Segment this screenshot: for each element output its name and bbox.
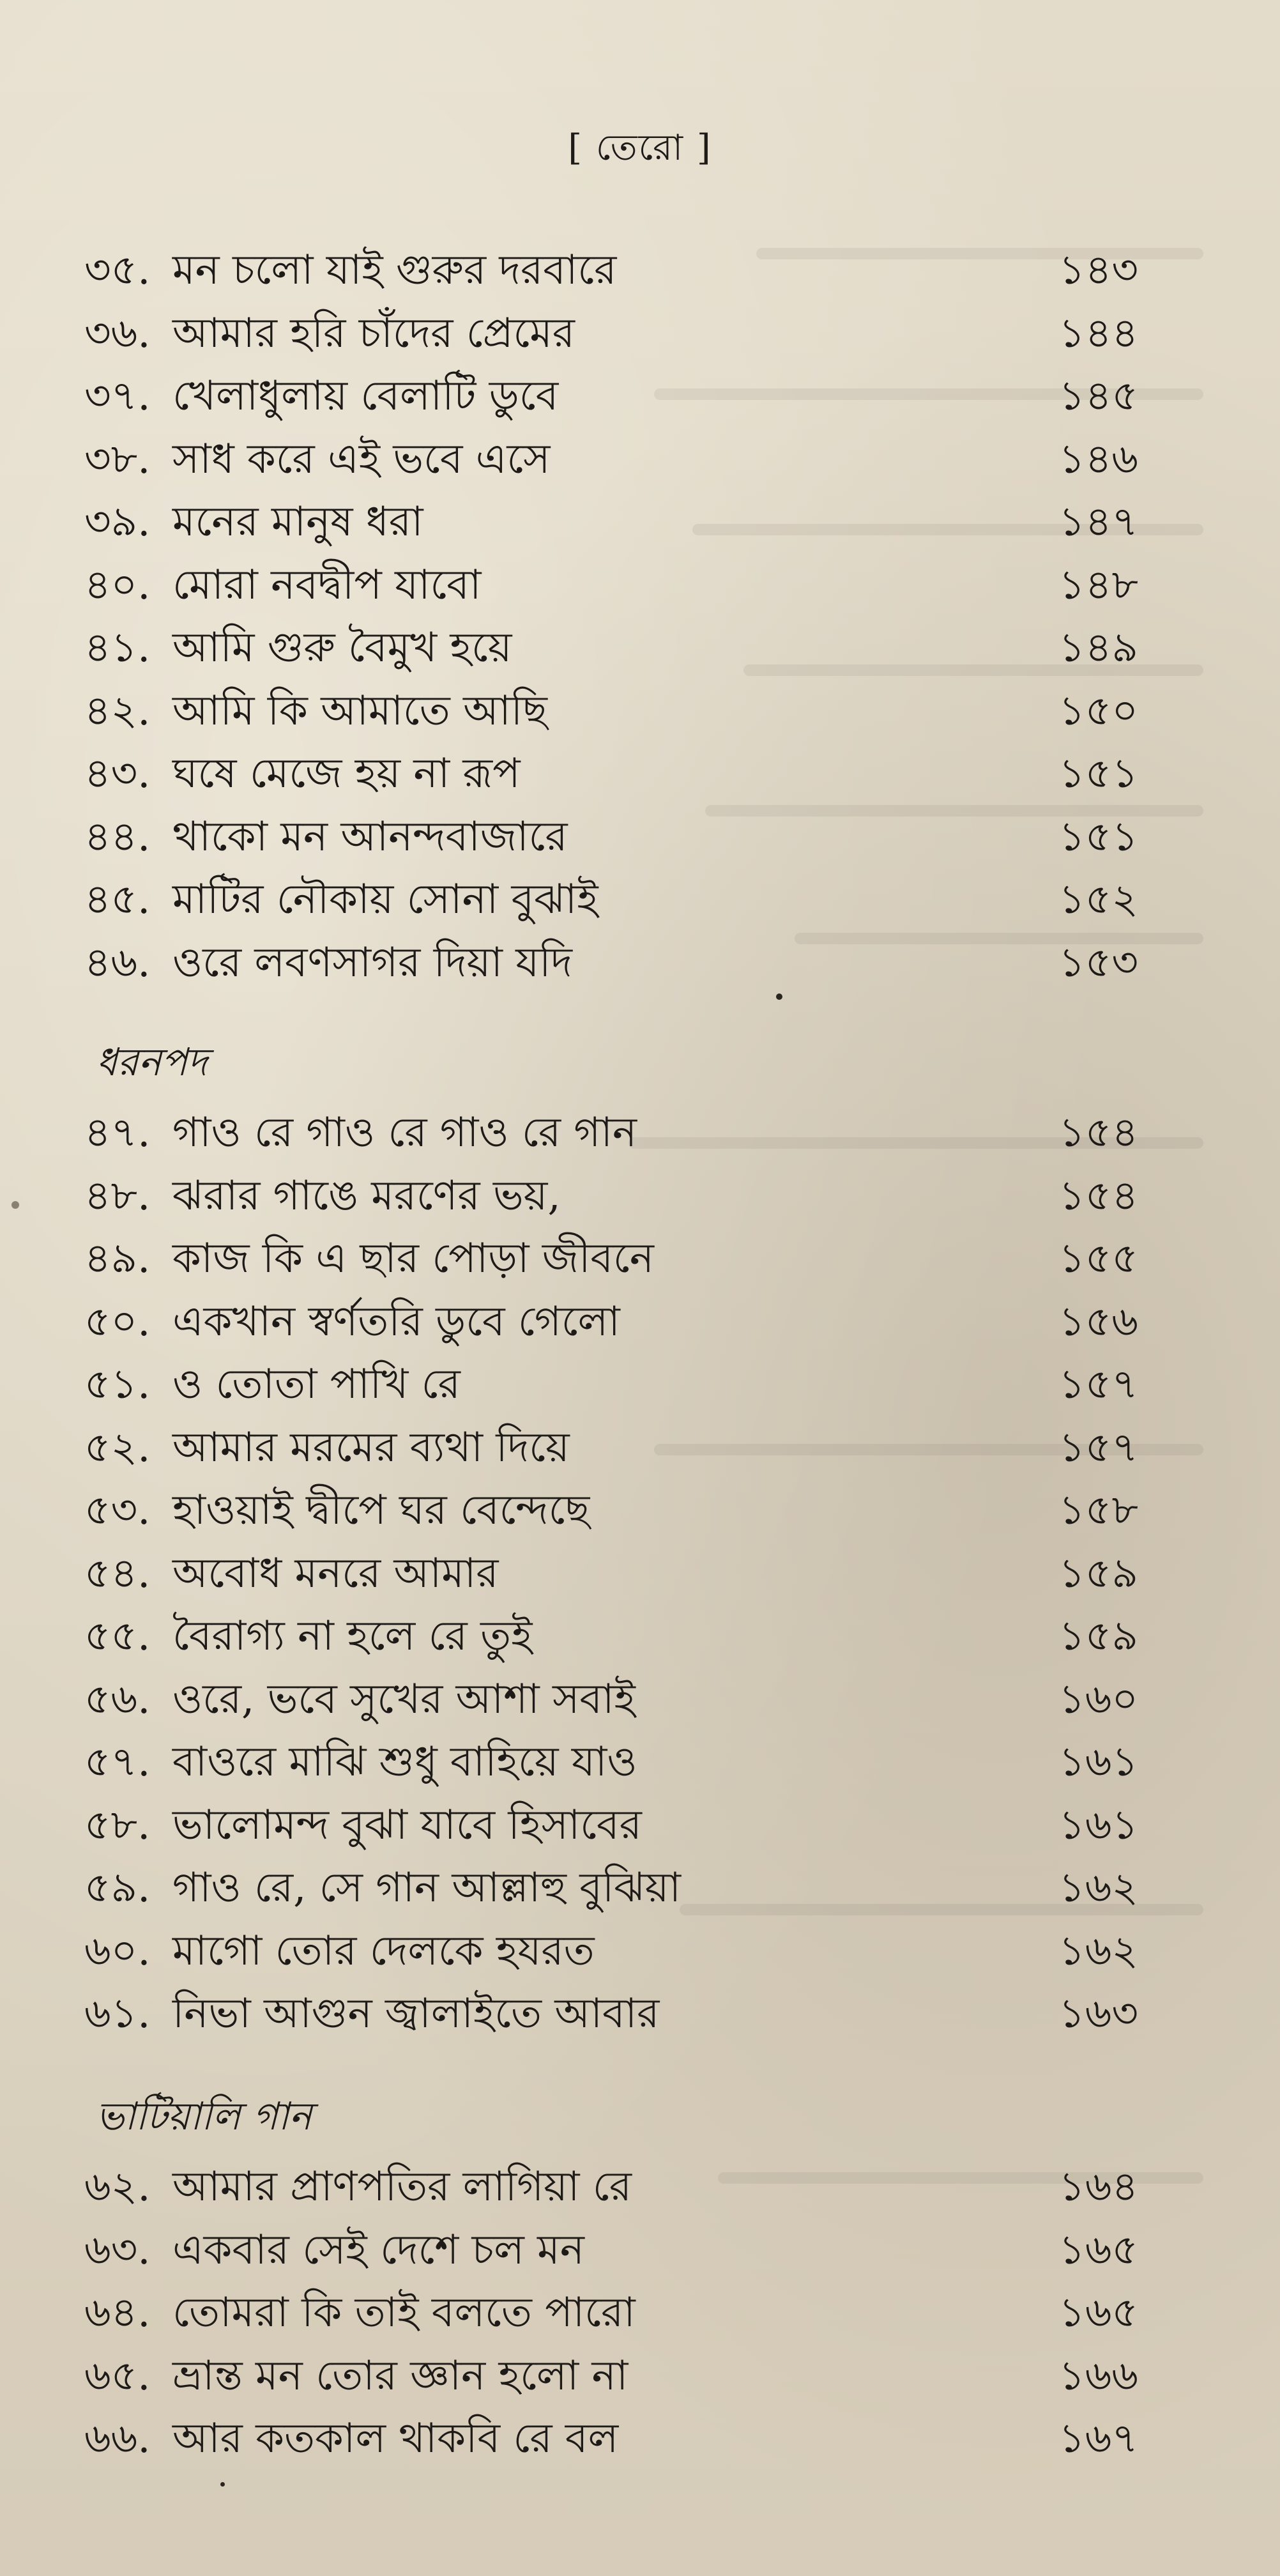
- entry-page-number: ১৬১: [1058, 1738, 1138, 1786]
- toc-entry: [84, 1294, 1138, 1349]
- entry-page-number: ১৪৩: [1058, 247, 1138, 294]
- entry-page-number: ১৫২: [1058, 876, 1138, 923]
- toc-entry: [84, 1986, 1138, 2041]
- entry-number: ৩৮.: [84, 436, 151, 483]
- entry-number: ৫২.: [84, 1424, 151, 1471]
- entry-title: মাগো তোর দেলকে হযরত: [172, 1928, 595, 1975]
- entry-page-number: ১৬৫: [1058, 2227, 1138, 2274]
- toc-entry: [84, 1357, 1138, 1412]
- entry-page-number: ১৪৮: [1058, 562, 1138, 609]
- toc-entry: [84, 809, 1138, 864]
- entry-page-number: ১৫৬: [1058, 1298, 1138, 1346]
- entry-page-number: ১৬৪: [1058, 2163, 1138, 2211]
- entry-number: ৩৬.: [84, 310, 151, 357]
- entry-title: অবোধ মনরে আমার: [172, 1550, 499, 1597]
- entry-page-number: ১৬৫: [1058, 2289, 1138, 2336]
- entry-number: ৬২.: [84, 2163, 151, 2211]
- entry-number: ৫৪.: [84, 1550, 151, 1597]
- entry-title: মন চলো যাই গুরুর দরবারে: [172, 247, 617, 294]
- entry-title: বৈরাগ্য না হলে রে তুই: [172, 1613, 533, 1660]
- entry-number: ৬০.: [84, 1928, 151, 1975]
- toc-entry: [84, 1735, 1138, 1790]
- entry-number: ৬৬.: [84, 2415, 151, 2462]
- entry-page-number: ১৫১: [1058, 750, 1138, 797]
- entry-title: গাও রে, সে গান আল্লাহু বুঝিয়া: [172, 1864, 682, 1912]
- entry-title: আমার মরমের ব্যথা দিয়ে: [172, 1424, 570, 1471]
- toc-entry: [84, 2159, 1138, 2214]
- entry-title: নিভা আগুন জ্বালাইতে আবার: [172, 1990, 660, 2037]
- entry-number: ৫৭.: [84, 1738, 151, 1786]
- entry-title: খেলাধুলায় বেলাটি ডুবে: [172, 372, 559, 420]
- toc-entry: [84, 1609, 1138, 1664]
- entry-page-number: ১৬০: [1058, 1676, 1138, 1723]
- entry-page-number: ১৬২: [1058, 1928, 1138, 1975]
- entry-number: ৫১.: [84, 1361, 151, 1408]
- entry-number: ৪১.: [84, 624, 151, 671]
- entry-page-number: ১৪৬: [1058, 436, 1138, 483]
- entry-page-number: ১৫৭: [1058, 1424, 1138, 1471]
- section-heading: ভাটিয়ালি গান: [96, 2094, 312, 2139]
- entry-number: ৬৪.: [84, 2289, 151, 2336]
- toc-entry: [84, 1169, 1138, 1223]
- entry-title: সাধ করে এই ভবে এসে: [172, 436, 551, 483]
- entry-title: থাকো মন আনন্দবাজারে: [172, 813, 568, 861]
- entry-number: ৪৭.: [84, 1109, 151, 1156]
- page-header: [ তেরো ]: [568, 127, 712, 169]
- toc-entry: [84, 369, 1138, 424]
- toc-entry: [84, 1798, 1138, 1853]
- toc-entry: [84, 1420, 1138, 1475]
- entry-number: ৩৯.: [84, 498, 151, 546]
- entry-title: আমি কি আমাতে আছি: [172, 687, 547, 735]
- entry-number: ৫৩.: [84, 1487, 151, 1534]
- entry-title: তোমরা কি তাই বলতে পারো: [172, 2289, 636, 2336]
- entry-page-number: ১৪৪: [1058, 310, 1138, 357]
- entry-number: ৬১.: [84, 1990, 151, 2037]
- entry-page-number: ১৬১: [1058, 1802, 1138, 1849]
- entry-page-number: ১৬৩: [1058, 1990, 1138, 2037]
- entry-page-number: ১৫৯: [1058, 1550, 1138, 1597]
- entry-number: ৪০.: [84, 562, 151, 609]
- ink-speck: [776, 993, 782, 1000]
- entry-page-number: ১৫৮: [1058, 1487, 1138, 1534]
- entry-title: গাও রে গাও রে গাও রে গান: [172, 1109, 637, 1156]
- entry-title: ওরে লবণসাগর দিয়া যদি: [172, 939, 573, 986]
- entry-title: বাওরে মাঝি শুধু বাহিয়ে যাও: [172, 1738, 637, 1786]
- section-heading: ধরনপদ: [96, 1040, 208, 1085]
- toc-entry: [84, 2411, 1138, 2466]
- entry-number: ৩৭.: [84, 372, 151, 420]
- toc-entry: [84, 1483, 1138, 1538]
- entry-number: ৪৪.: [84, 813, 151, 861]
- entry-number: ৩৫.: [84, 247, 151, 294]
- ink-speck: [11, 1201, 19, 1209]
- toc-entry: [84, 1860, 1138, 1915]
- toc-entry: [84, 620, 1138, 675]
- entry-number: ৫০.: [84, 1298, 151, 1346]
- entry-number: ৫৮.: [84, 1802, 151, 1849]
- toc-entry: [84, 1105, 1138, 1160]
- entry-number: ৫৬.: [84, 1676, 151, 1723]
- entry-number: ৪২.: [84, 687, 151, 735]
- entry-title: ভ্রান্ত মন তোর জ্ঞান হলো না: [172, 2352, 629, 2400]
- toc-entry: [84, 684, 1138, 739]
- entry-title: কাজ কি এ ছার পোড়া জীবনে: [172, 1235, 654, 1282]
- toc-entry: [84, 1546, 1138, 1601]
- entry-title: মোরা নবদ্বীপ যাবো: [172, 562, 482, 609]
- toc-entry: [84, 306, 1138, 361]
- toc-entry: [84, 872, 1138, 927]
- toc-entry: [84, 2285, 1138, 2340]
- entry-page-number: ১৫১: [1058, 813, 1138, 861]
- entry-page-number: ১৪৭: [1058, 498, 1138, 546]
- entry-page-number: ১৫৫: [1058, 1235, 1138, 1282]
- entry-number: ৪৬.: [84, 939, 151, 986]
- entry-number: ৬৩.: [84, 2227, 151, 2274]
- toc-entry: [84, 432, 1138, 487]
- entry-number: ৫৫.: [84, 1613, 151, 1660]
- toc-entry: [84, 1924, 1138, 1979]
- entry-page-number: ১৫৪: [1058, 1109, 1138, 1156]
- toc-entry: [84, 746, 1138, 801]
- entry-title: ঝরার গাঙে মরণের ভয়,: [172, 1172, 561, 1220]
- entry-page-number: ১৫৪: [1058, 1172, 1138, 1220]
- entry-title: আর কতকাল থাকবি রে বল: [172, 2415, 619, 2462]
- entry-title: মনের মানুষ ধরা: [172, 498, 423, 546]
- entry-title: ওরে, ভবে সুখের আশা সবাই: [172, 1676, 636, 1723]
- entry-number: ৪৫.: [84, 876, 151, 923]
- entry-page-number: ১৫৭: [1058, 1361, 1138, 1408]
- entry-page-number: ১৫৩: [1058, 939, 1138, 986]
- toc-entry: [84, 935, 1138, 990]
- entry-title: আমার হরি চাঁদের প্রেমের: [172, 310, 575, 357]
- entry-page-number: ১৫৯: [1058, 1613, 1138, 1660]
- entry-number: ৪৯.: [84, 1235, 151, 1282]
- entry-title: একখান স্বর্ণতরি ডুবে গেলো: [172, 1298, 620, 1346]
- toc-entry: [84, 2223, 1138, 2278]
- entry-page-number: ১৪৫: [1058, 372, 1138, 420]
- entry-title: একবার সেই দেশে চল মন: [172, 2227, 584, 2274]
- entry-title: আমি গুরু বৈমুখ হয়ে: [172, 624, 512, 671]
- entry-title: মাটির নৌকায় সোনা বুঝাই: [172, 876, 598, 923]
- entry-page-number: ১৪৯: [1058, 624, 1138, 671]
- toc-entry: [84, 558, 1138, 613]
- entry-page-number: ১৬৬: [1058, 2352, 1138, 2400]
- entry-title: ঘষে মেজে হয় না রূপ: [172, 750, 521, 797]
- entry-number: ৪৮.: [84, 1172, 151, 1220]
- entry-number: ৫৯.: [84, 1864, 151, 1912]
- entry-number: ৪৩.: [84, 750, 151, 797]
- entry-page-number: ১৫০: [1058, 687, 1138, 735]
- ink-speck: [220, 2482, 225, 2487]
- toc-entry: [84, 2349, 1138, 2404]
- entry-title: ও তোতা পাখি রে: [172, 1361, 461, 1408]
- toc-entry: [84, 494, 1138, 549]
- entry-page-number: ১৬৭: [1058, 2415, 1138, 2462]
- toc-entry: [84, 1672, 1138, 1727]
- entry-page-number: ১৬২: [1058, 1864, 1138, 1912]
- toc-entry: [84, 1231, 1138, 1286]
- entry-title: ভালোমন্দ বুঝা যাবে হিসাবের: [172, 1802, 642, 1849]
- toc-entry: [84, 243, 1138, 298]
- entry-number: ৬৫.: [84, 2352, 151, 2400]
- entry-title: আমার প্রাণপতির লাগিয়া রে: [172, 2163, 632, 2211]
- entry-title: হাওয়াই দ্বীপে ঘর বেন্দেছে: [172, 1487, 590, 1534]
